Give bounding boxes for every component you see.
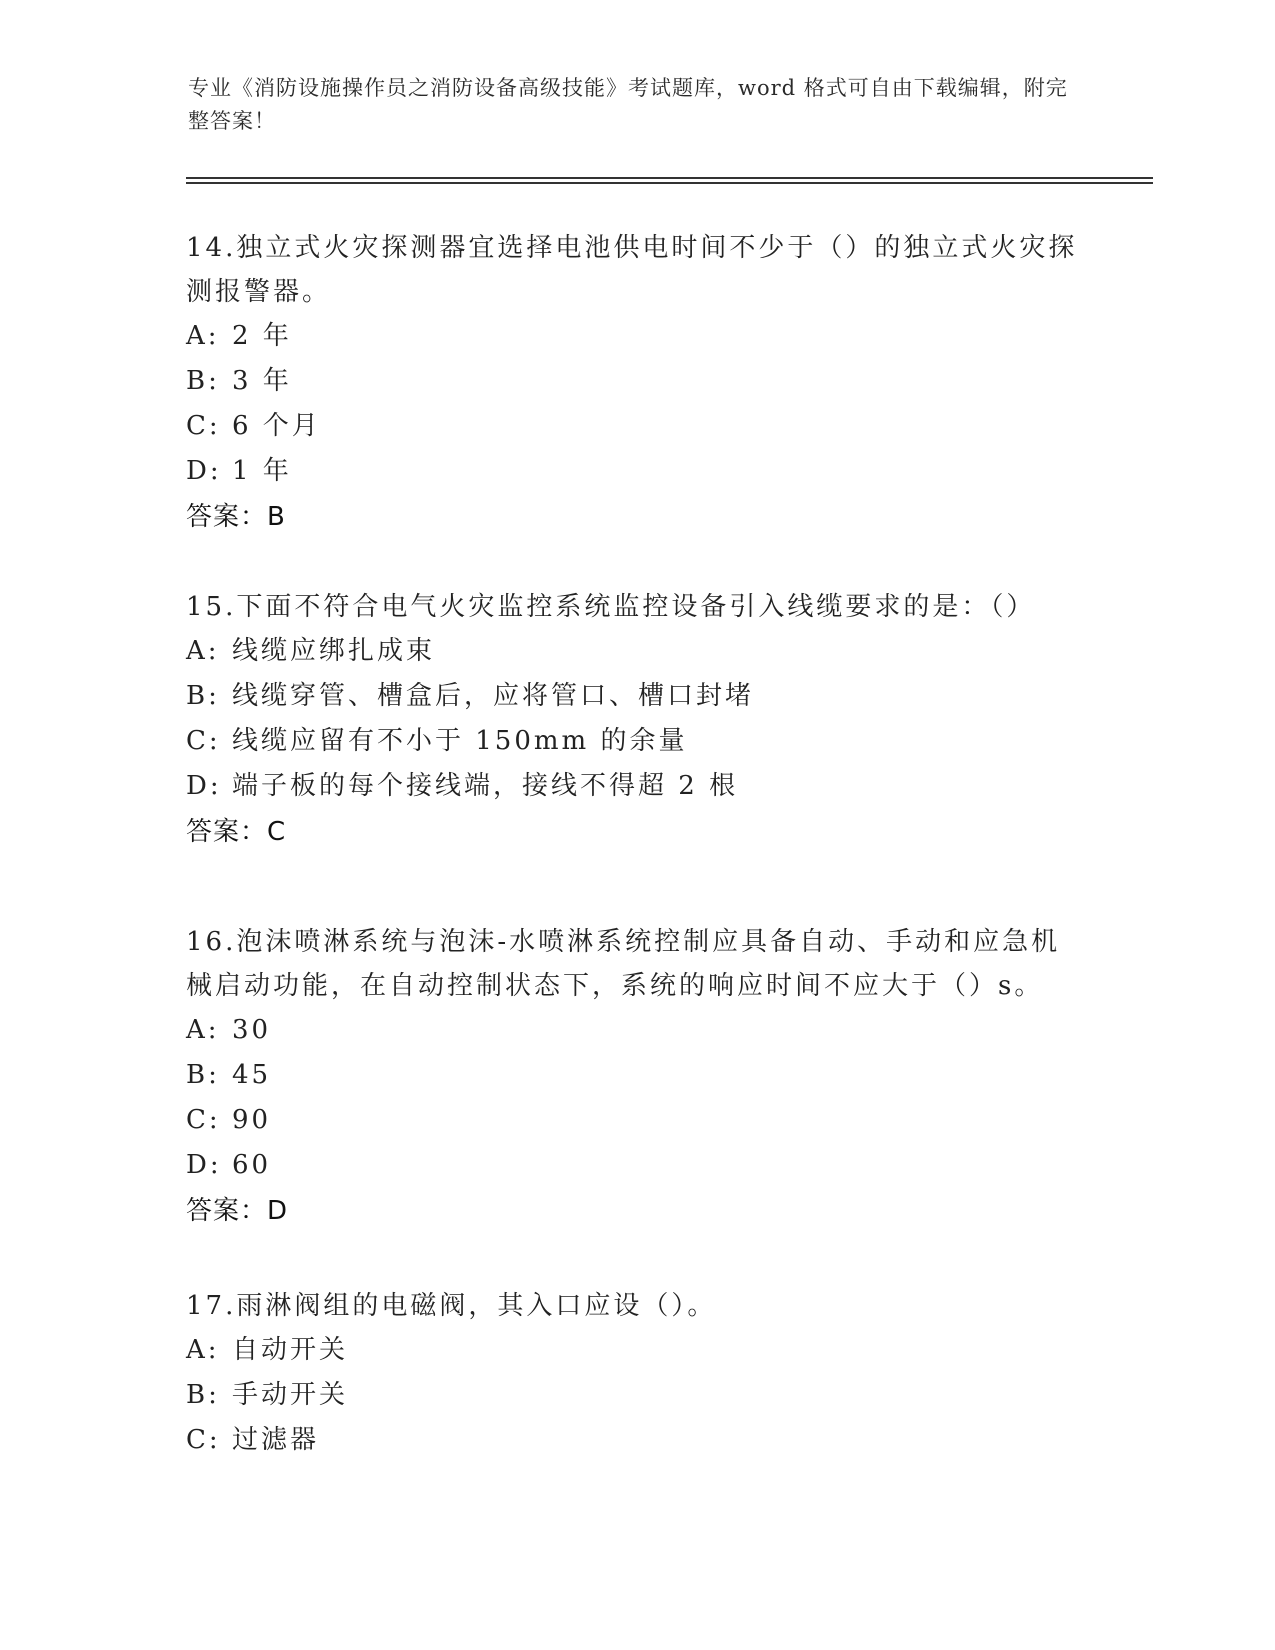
option-text: 30: [232, 1015, 272, 1045]
option-text: 90: [232, 1105, 272, 1135]
option-key: A:: [186, 636, 220, 666]
option-text: 过滤器: [232, 1425, 320, 1455]
option-key: A:: [186, 1335, 220, 1365]
answer-line: 答案：B: [186, 502, 286, 532]
option-text: 手动开关: [232, 1380, 349, 1410]
option-text: 2 年: [232, 321, 292, 351]
option-a: [186, 1328, 1086, 1373]
option-key: C:: [186, 411, 221, 441]
question-stem: 17.雨淋阀组的电磁阀，其入口应设（）。: [186, 1291, 717, 1321]
option-a: [186, 314, 1086, 359]
option-text: 3 年: [232, 366, 292, 396]
option-text: 自动开关: [232, 1335, 349, 1365]
option-key: B:: [186, 1060, 220, 1090]
option-c: [186, 1098, 1086, 1143]
option-a: [186, 1008, 1086, 1053]
question-stem: 15.下面不符合电气火灾监控系统监控设备引入线缆要求的是：（）: [186, 592, 1036, 622]
option-c: [186, 404, 1086, 449]
question-16: [186, 920, 1086, 1234]
option-key: A:: [186, 321, 220, 351]
option-text: 线缆应绑扎成束: [232, 636, 436, 666]
option-d: [186, 449, 1086, 494]
option-b: [186, 674, 1086, 719]
question-17: [186, 1284, 1086, 1463]
option-b: [186, 359, 1086, 404]
question-14: [186, 226, 1086, 540]
header-divider-top: [186, 177, 1153, 179]
option-key: C:: [186, 726, 221, 756]
question-stem: 14.独立式火灾探测器宜选择电池供电时间不少于（）的独立式火灾探测报警器。: [186, 233, 1078, 307]
option-text: 1 年: [232, 456, 292, 486]
option-key: C:: [186, 1105, 221, 1135]
answer-line: 答案：C: [186, 817, 287, 847]
option-text: 线缆应留有不小于 150mm 的余量: [232, 726, 688, 756]
option-c: [186, 1418, 1086, 1463]
document-header: 专业《消防设施操作员之消防设备高级技能》考试题库，word 格式可自由下载编辑，附完整答案！: [188, 76, 1068, 133]
option-key: B:: [186, 681, 220, 711]
question-15: [186, 585, 1086, 855]
option-key: D:: [186, 771, 222, 801]
option-text: 端子板的每个接线端，接线不得超 2 根: [232, 771, 739, 801]
question-stem: 16.泡沫喷淋系统与泡沫-水喷淋系统控制应具备自动、手动和应急机械启动功能，在自动控制状态下，系统的响应时间不应大于（）s。: [186, 927, 1061, 1001]
option-text: 60: [232, 1150, 272, 1180]
answer-line: 答案：D: [186, 1196, 289, 1226]
option-key: B:: [186, 1380, 220, 1410]
option-key: C:: [186, 1425, 221, 1455]
option-b: [186, 1053, 1086, 1098]
option-d: [186, 764, 1086, 809]
header-divider-bottom: [186, 182, 1153, 184]
option-d: [186, 1143, 1086, 1188]
option-text: 6 个月: [232, 411, 321, 441]
option-key: D:: [186, 1150, 222, 1180]
option-a: [186, 629, 1086, 674]
option-key: B:: [186, 366, 220, 396]
option-key: D:: [186, 456, 222, 486]
option-text: 线缆穿管、槽盒后，应将管口、槽口封堵: [232, 681, 755, 711]
option-c: [186, 719, 1086, 764]
option-key: A:: [186, 1015, 220, 1045]
option-b: [186, 1373, 1086, 1418]
option-text: 45: [232, 1060, 272, 1090]
